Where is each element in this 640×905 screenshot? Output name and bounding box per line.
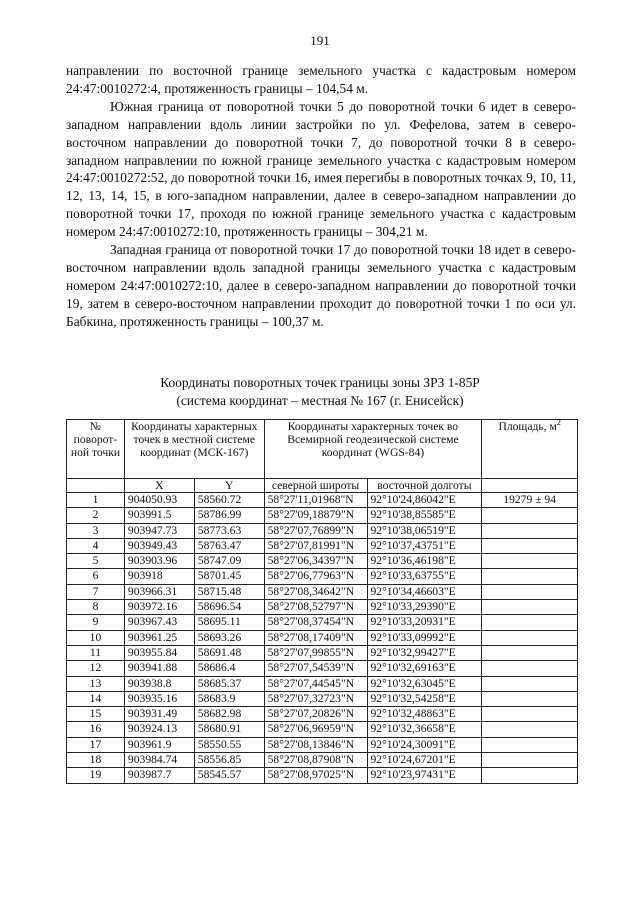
table-row bbox=[67, 523, 578, 538]
x-cell: 903931.49 bbox=[124, 707, 194, 722]
area-cell bbox=[482, 630, 578, 645]
latitude-cell: 58°27'07,76899"N bbox=[264, 523, 367, 538]
x-cell: 903947.73 bbox=[124, 523, 194, 538]
longitude-cell: 92°10'24,67201"E bbox=[367, 753, 482, 768]
y-cell: 58560.72 bbox=[194, 493, 264, 508]
y-cell: 58686.4 bbox=[194, 661, 264, 676]
latitude-cell: 58°27'08,37454"N bbox=[264, 615, 367, 630]
latitude-cell: 58°27'07,20826"N bbox=[264, 707, 367, 722]
y-cell: 58685.37 bbox=[194, 676, 264, 691]
body-text bbox=[66, 62, 576, 331]
x-cell: 903949.43 bbox=[124, 538, 194, 553]
coordinates-table bbox=[66, 419, 578, 784]
latitude-cell: 58°27'11,01968"N bbox=[264, 493, 367, 508]
table-row bbox=[67, 661, 578, 676]
latitude-cell: 58°27'08,52797"N bbox=[264, 600, 367, 615]
y-cell: 58683.9 bbox=[194, 691, 264, 706]
table-row bbox=[67, 538, 578, 553]
y-cell: 58691.48 bbox=[194, 645, 264, 660]
y-cell: 58556.85 bbox=[194, 753, 264, 768]
longitude-cell: 92°10'33,09992"E bbox=[367, 630, 482, 645]
x-cell: 903991.5 bbox=[124, 508, 194, 523]
longitude-cell: 92°10'32,63045"E bbox=[367, 676, 482, 691]
area-cell bbox=[482, 645, 578, 660]
y-cell: 58680.91 bbox=[194, 722, 264, 737]
area-cell bbox=[482, 722, 578, 737]
x-cell: 903924.13 bbox=[124, 722, 194, 737]
longitude-cell: 92°10'32,99427"E bbox=[367, 645, 482, 660]
x-cell: 903918 bbox=[124, 569, 194, 584]
y-cell: 58682.98 bbox=[194, 707, 264, 722]
area-cell bbox=[482, 753, 578, 768]
table-row bbox=[67, 737, 578, 752]
area-cell bbox=[482, 737, 578, 752]
point-number-cell: 3 bbox=[67, 523, 125, 538]
area-cell bbox=[482, 676, 578, 691]
table-row bbox=[67, 768, 578, 783]
y-cell: 58693.26 bbox=[194, 630, 264, 645]
point-number-cell: 7 bbox=[67, 584, 125, 599]
point-number-cell: 5 bbox=[67, 554, 125, 569]
latitude-cell: 58°27'07,32723"N bbox=[264, 691, 367, 706]
point-number-cell: 19 bbox=[67, 768, 125, 783]
x-cell: 903967.43 bbox=[124, 615, 194, 630]
y-cell: 58550.55 bbox=[194, 737, 264, 752]
point-number-cell: 16 bbox=[67, 722, 125, 737]
table-row bbox=[67, 676, 578, 691]
latitude-cell: 58°27'08,87908"N bbox=[264, 753, 367, 768]
latitude-cell: 58°27'07,44545"N bbox=[264, 676, 367, 691]
x-cell: 903961.9 bbox=[124, 737, 194, 752]
longitude-cell: 92°10'33,29390"E bbox=[367, 600, 482, 615]
longitude-cell: 92°10'37,43751"E bbox=[367, 538, 482, 553]
area-cell bbox=[482, 538, 578, 553]
longitude-cell: 92°10'38,85585"E bbox=[367, 508, 482, 523]
latitude-cell: 58°27'06,34397"N bbox=[264, 554, 367, 569]
header-x: X bbox=[124, 479, 194, 493]
header-area-label: Площадь, м bbox=[498, 420, 557, 433]
x-cell: 903987.7 bbox=[124, 768, 194, 783]
area-cell bbox=[482, 768, 578, 783]
y-cell: 58696.54 bbox=[194, 600, 264, 615]
y-cell: 58747.09 bbox=[194, 554, 264, 569]
table-body bbox=[67, 493, 578, 784]
table-row bbox=[67, 691, 578, 706]
x-cell: 903955.84 bbox=[124, 645, 194, 660]
latitude-cell: 58°27'07,54539"N bbox=[264, 661, 367, 676]
table-row bbox=[67, 645, 578, 660]
latitude-cell: 58°27'07,99855"N bbox=[264, 645, 367, 660]
longitude-cell: 92°10'32,36658"E bbox=[367, 722, 482, 737]
longitude-cell: 92°10'24,86042"E bbox=[367, 493, 482, 508]
header-local-coordinates: Координаты характерных точек в местной системе координат (МСК-167) bbox=[124, 420, 264, 479]
area-cell bbox=[482, 523, 578, 538]
y-cell: 58786.99 bbox=[194, 508, 264, 523]
latitude-cell: 58°27'08,34642"N bbox=[264, 584, 367, 599]
area-cell bbox=[482, 707, 578, 722]
header-area bbox=[482, 420, 578, 479]
header-latitude: северной широты bbox=[264, 479, 367, 493]
table-row bbox=[67, 707, 578, 722]
y-cell: 58773.63 bbox=[194, 523, 264, 538]
header-y: Y bbox=[194, 479, 264, 493]
point-number-cell: 15 bbox=[67, 707, 125, 722]
table-row bbox=[67, 493, 578, 508]
longitude-cell: 92°10'32,69163"E bbox=[367, 661, 482, 676]
x-cell: 903966.31 bbox=[124, 584, 194, 599]
latitude-cell: 58°27'06,77963"N bbox=[264, 569, 367, 584]
longitude-cell: 92°10'33,20931"E bbox=[367, 615, 482, 630]
latitude-cell: 58°27'08,97025"N bbox=[264, 768, 367, 783]
x-cell: 904050.93 bbox=[124, 493, 194, 508]
table-row bbox=[67, 584, 578, 599]
x-cell: 903938.8 bbox=[124, 676, 194, 691]
x-cell: 903984.74 bbox=[124, 753, 194, 768]
y-cell: 58545.57 bbox=[194, 768, 264, 783]
longitude-cell: 92°10'23,97431"E bbox=[367, 768, 482, 783]
paragraph-east-boundary-end: направлении по восточной границе земельного участка с кадастровым номером 24:47:0010272:4, протяженность границы – 104,54 м. bbox=[66, 63, 576, 96]
header-area-unit-sup: 2 bbox=[556, 418, 561, 428]
y-cell: 58763.47 bbox=[194, 538, 264, 553]
point-number-cell: 8 bbox=[67, 600, 125, 615]
table-row bbox=[67, 630, 578, 645]
paragraph-west-boundary: Западная граница от поворотной точки 17 до поворотной точки 18 идет в северо-восточном направлении вдоль западной границы земельного участка с кадастровым номером 24:47:0010272:10, далее в северо-западном направлении до поворотной точки 19, затем в северо-восточном направлении проходит до поворотной точки 1 по оси ул. Бабкина, протяженность границы – 100,37 м. bbox=[66, 242, 576, 329]
table-row bbox=[67, 600, 578, 615]
point-number-cell: 18 bbox=[67, 753, 125, 768]
point-number-cell: 1 bbox=[67, 493, 125, 508]
area-cell bbox=[482, 554, 578, 569]
latitude-cell: 58°27'07,81991"N bbox=[264, 538, 367, 553]
point-number-cell: 6 bbox=[67, 569, 125, 584]
longitude-cell: 92°10'32,48863"E bbox=[367, 707, 482, 722]
point-number-cell: 9 bbox=[67, 615, 125, 630]
longitude-cell: 92°10'38,06519"E bbox=[367, 523, 482, 538]
point-number-cell: 11 bbox=[67, 645, 125, 660]
header-wgs-coordinates: Координаты характерных точек во Всемирной геодезической системе координат (WGS-84) bbox=[264, 420, 482, 479]
table-title bbox=[0, 374, 640, 409]
table-row bbox=[67, 722, 578, 737]
area-cell bbox=[482, 615, 578, 630]
longitude-cell: 92°10'34,46603"E bbox=[367, 584, 482, 599]
latitude-cell: 58°27'08,13846"N bbox=[264, 737, 367, 752]
table-title-line2: (система координат – местная № 167 (г. Енисейск) bbox=[176, 392, 464, 408]
x-cell: 903903.96 bbox=[124, 554, 194, 569]
area-cell: 19279 ± 94 bbox=[482, 493, 578, 508]
longitude-cell: 92°10'33,63755"E bbox=[367, 569, 482, 584]
point-number-cell: 4 bbox=[67, 538, 125, 553]
y-cell: 58715.48 bbox=[194, 584, 264, 599]
area-cell bbox=[482, 691, 578, 706]
table-row bbox=[67, 569, 578, 584]
y-cell: 58695.11 bbox=[194, 615, 264, 630]
table-title-line1: Координаты поворотных точек границы зоны ЗРЗ 1-85Р bbox=[160, 375, 480, 390]
x-cell: 903941.88 bbox=[124, 661, 194, 676]
point-number-cell: 14 bbox=[67, 691, 125, 706]
point-number-cell: 12 bbox=[67, 661, 125, 676]
y-cell: 58701.45 bbox=[194, 569, 264, 584]
x-cell: 903935.16 bbox=[124, 691, 194, 706]
latitude-cell: 58°27'06,96959"N bbox=[264, 722, 367, 737]
longitude-cell: 92°10'24,30091"E bbox=[367, 737, 482, 752]
longitude-cell: 92°10'36,46198"E bbox=[367, 554, 482, 569]
header-longitude: восточной долготы bbox=[367, 479, 482, 493]
table-row bbox=[67, 615, 578, 630]
point-number-cell: 17 bbox=[67, 737, 125, 752]
paragraph-south-boundary: Южная граница от поворотной точки 5 до поворотной точки 6 идет в северо-западном направлении вдоль линии застройки по ул. Фефелова, затем в северо-восточном направлении до поворотной точки 7, до поворотной точки 8 в северо-западном направлении по южной границе земельного участка с кадастровым номером 24:47:0010272:52, до поворотной точки 16, имея перегибы в поворотных точках 9, 10, 11, 12, 13, 14, 15, в юго-западном направлении, далее в северо-западном направлении до поворотной точки 17, проходя по южной границе земельного участка с кадастровым номером 24:47:0010272:10, протяженность границы – 304,21 м. bbox=[66, 98, 576, 240]
point-number-cell: 13 bbox=[67, 676, 125, 691]
point-number-cell: 10 bbox=[67, 630, 125, 645]
area-cell bbox=[482, 508, 578, 523]
area-cell bbox=[482, 661, 578, 676]
table-row bbox=[67, 508, 578, 523]
latitude-cell: 58°27'08,17409"N bbox=[264, 630, 367, 645]
area-cell bbox=[482, 569, 578, 584]
x-cell: 903961.25 bbox=[124, 630, 194, 645]
area-cell bbox=[482, 584, 578, 599]
x-cell: 903972.16 bbox=[124, 600, 194, 615]
page-number: 191 bbox=[310, 33, 330, 48]
table-row bbox=[67, 554, 578, 569]
area-cell bbox=[482, 600, 578, 615]
header-point-number: № поворот-ной точки bbox=[67, 420, 125, 479]
latitude-cell: 58°27'09,18879"N bbox=[264, 508, 367, 523]
table-row bbox=[67, 753, 578, 768]
point-number-cell: 2 bbox=[67, 508, 125, 523]
longitude-cell: 92°10'32,54258"E bbox=[367, 691, 482, 706]
